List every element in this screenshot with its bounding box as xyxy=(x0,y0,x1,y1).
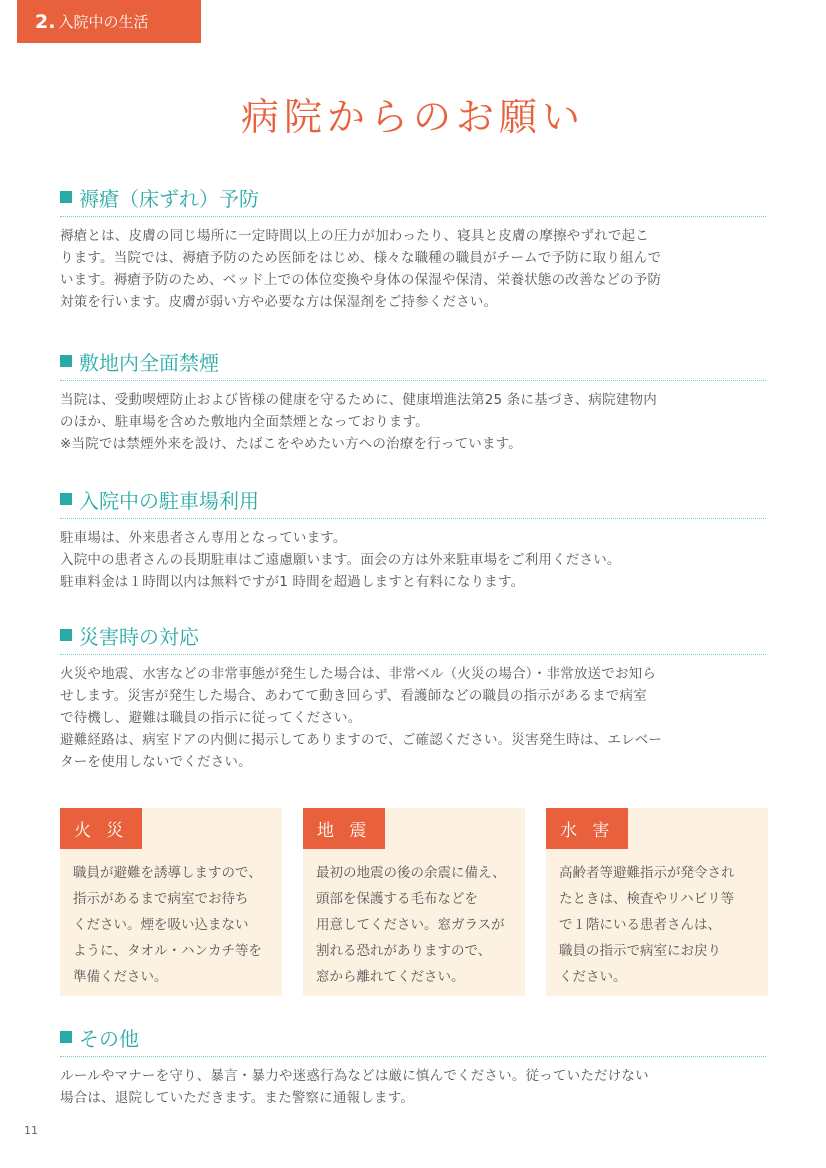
section-heading xyxy=(60,620,766,650)
body-line: ります。当院では、褥瘡予防のため医師をはじめ、様々な職種の職員がチームで予防に取り組んで xyxy=(60,250,662,266)
box-line: ください。煙を吸い込まない xyxy=(73,917,249,933)
box-line: で１階にいる患者さんは、 xyxy=(559,917,721,933)
body-line: 場合は、退院していただきます。また警察に通報します。 xyxy=(60,1090,415,1106)
box-line: 高齢者等避難指示が発令され xyxy=(559,865,735,881)
section-heading-text: 敷地内全面禁煙 xyxy=(79,350,219,375)
section-body xyxy=(60,225,766,313)
section-no-smoking xyxy=(60,346,766,455)
section-heading xyxy=(60,346,766,376)
dotted-divider xyxy=(60,654,766,655)
square-bullet-icon xyxy=(60,493,72,505)
section-body xyxy=(60,1065,766,1109)
box-line: 職員の指示で病室にお戻り xyxy=(559,943,721,959)
section-body xyxy=(60,663,766,773)
section-heading-text: 入院中の駐車場利用 xyxy=(79,488,259,513)
box-line: 準備ください。 xyxy=(73,969,168,985)
body-line: 駐車場は、外来患者さん専用となっています。 xyxy=(60,530,347,546)
square-bullet-icon xyxy=(60,191,72,203)
body-line: 駐車料金は１時間以内は無料ですが1 時間を超過しますと有料になります。 xyxy=(60,574,525,590)
box-line: 窓から離れてください。 xyxy=(316,969,465,985)
body-line: 褥瘡とは、皮膚の同じ場所に一定時間以上の圧力が加わったり、寝具と皮膚の摩擦やずれで起こ xyxy=(60,228,649,244)
box-line: 指示があるまで病室でお待ち xyxy=(73,891,249,907)
earthquake-box xyxy=(303,808,525,996)
section-heading-text: 災害時の対応 xyxy=(79,624,199,649)
dotted-divider xyxy=(60,1056,766,1057)
square-bullet-icon xyxy=(60,1031,72,1043)
box-line: たときは、検査やリハビリ等 xyxy=(559,891,735,907)
box-line: 職員が避難を誘導しますので、 xyxy=(73,865,262,881)
box-line: 頭部を保護する毛布などを xyxy=(316,891,478,907)
body-line: 対策を行います。皮膚が弱い方や必要な方は保湿剤をご持参ください。 xyxy=(60,294,498,310)
box-line: ください。 xyxy=(559,969,627,985)
dotted-divider xyxy=(60,380,766,381)
body-line: います。褥瘡予防のため、ベッド上での体位変換や身体の保湿や保清、栄養状態の改善などの予防 xyxy=(60,272,662,288)
body-line: のほか、駐車場を含めた敷地内全面禁煙となっております。 xyxy=(60,414,429,430)
box-line: 最初の地震の後の余震に備え、 xyxy=(316,865,506,881)
box-label: 水 害 xyxy=(546,808,628,849)
disaster-boxes xyxy=(60,808,768,996)
page-title: 病院からのお願い xyxy=(240,95,585,139)
body-line: 火災や地震、水害などの非常事態が発生した場合は、非常ベル（火災の場合）・非常放送でお知ら xyxy=(60,666,657,682)
body-line: 避難経路は、病室ドアの内側に掲示してありますので、ご確認ください。災害発生時は、エレベー xyxy=(60,732,663,748)
box-text xyxy=(559,860,758,990)
chapter-tab xyxy=(17,0,201,43)
body-line: ルールやマナーを守り、暴言・暴力や迷惑行為などは厳に慎んでください。従っていただけない xyxy=(60,1068,649,1084)
square-bullet-icon xyxy=(60,355,72,367)
fire-box xyxy=(60,808,282,996)
section-heading xyxy=(60,1022,766,1052)
box-label: 火 災 xyxy=(60,808,142,849)
square-bullet-icon xyxy=(60,629,72,641)
body-line: ※当院では禁煙外来を設け、たばこをやめたい方への治療を行っています。 xyxy=(60,436,522,452)
chapter-number: 2. xyxy=(35,10,56,33)
box-line: 割れる恐れがありますので、 xyxy=(316,943,492,959)
flood-box xyxy=(546,808,768,996)
dotted-divider xyxy=(60,518,766,519)
box-label: 地 震 xyxy=(303,808,385,849)
section-body xyxy=(60,527,766,593)
box-text xyxy=(316,860,515,990)
dotted-divider xyxy=(60,216,766,217)
section-pressure-ulcer xyxy=(60,182,766,313)
box-text xyxy=(73,860,272,990)
body-line: 当院は、受動喫煙防止および皆様の健康を守るために、健康増進法第25 条に基づき、病院建物内 xyxy=(60,392,657,408)
section-heading xyxy=(60,484,766,514)
section-disaster xyxy=(60,620,766,773)
body-line: ターを使用しないでください。 xyxy=(60,754,252,770)
page-number: 11 xyxy=(24,1124,38,1137)
box-line: 用意してください。窓ガラスが xyxy=(316,917,505,933)
section-heading-text: 褥瘡（床ずれ）予防 xyxy=(79,186,259,211)
section-heading-text: その他 xyxy=(79,1026,139,1051)
chapter-title: 入院中の生活 xyxy=(58,13,149,31)
box-line: ように、タオル・ハンカチ等を xyxy=(73,943,262,959)
section-body xyxy=(60,389,766,455)
section-other xyxy=(60,1022,766,1109)
body-line: 入院中の患者さんの長期駐車はご遠慮願います。面会の方は外来駐車場をご利用ください。 xyxy=(60,552,621,568)
section-heading xyxy=(60,182,766,212)
body-line: で待機し、避難は職員の指示に従ってください。 xyxy=(60,710,362,726)
section-parking xyxy=(60,484,766,593)
body-line: せします。災害が発生した場合、あわてて動き回らず、看護師などの職員の指示があるまで病室 xyxy=(60,688,647,704)
